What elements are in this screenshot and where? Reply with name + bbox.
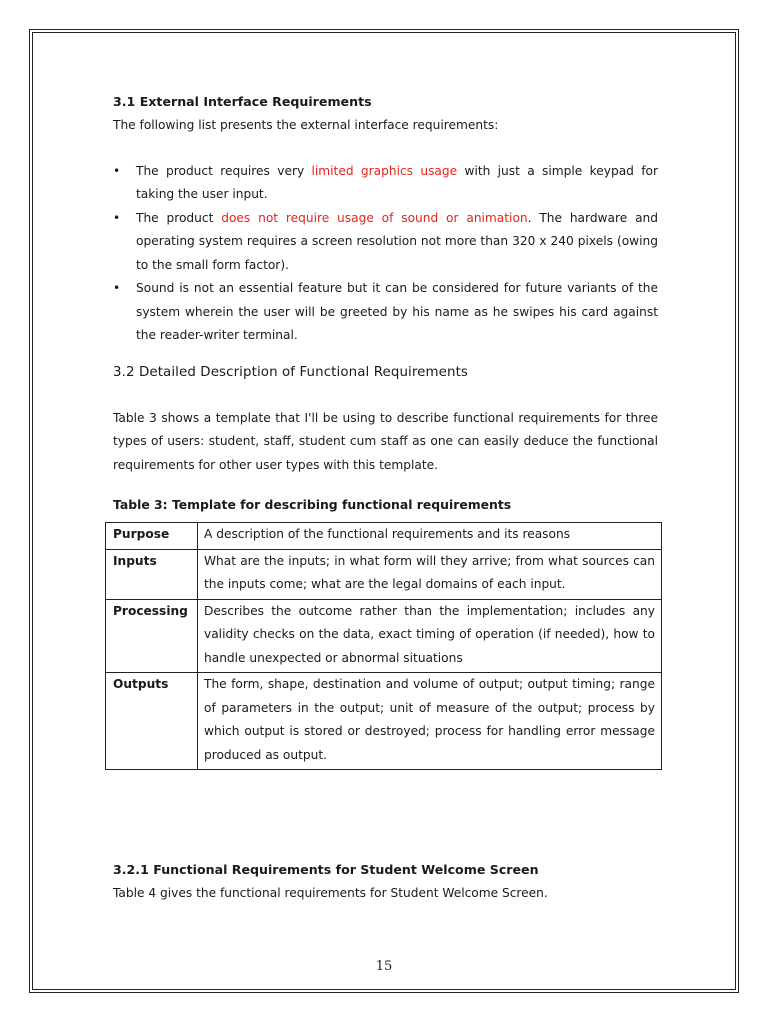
table-row-text: The form, shape, destination and volume of output; output timing; range of parameters in the output; unit of measure of the output; process by which output is stored or destroyed; process for handling error message produced as output. (198, 673, 662, 770)
table-row (106, 549, 662, 599)
bullet-item-sound (113, 207, 658, 278)
table-row-label: Processing (106, 599, 198, 673)
table-row-text: Describes the outcome rather than the implementation; includes any validity checks on the data, exact timing of operation (if needed), how to handle unexpected or abnormal situations (198, 599, 662, 673)
table-row-label: Inputs (106, 549, 198, 599)
bullet-text-after: . The hardware and operating system requires a screen resolution not more than 320 x 240 pixels (owing to the small form factor). (136, 210, 658, 272)
section-heading-3-1: 3.1 External Interface Requirements (113, 94, 372, 109)
requirements-template-table (105, 522, 662, 770)
table-row-text: What are the inputs; in what form will they arrive; from what sources can the inputs come; what are the legal domains of each input. (198, 549, 662, 599)
highlighted-text: does not require usage of sound or animation (221, 210, 528, 225)
table-row-label: Outputs (106, 673, 198, 770)
table-row-label: Purpose (106, 523, 198, 550)
bullet-text-before: The product (136, 210, 222, 225)
bullet-item-graphics (113, 160, 658, 207)
section-intro: The following list presents the external interface requirements: (113, 118, 499, 132)
bullet-text: Sound is not an essential feature but it can be considered for future variants of the system wherein the user will be greeted by his name as he swipes his card against the reader-writer terminal. (136, 281, 658, 342)
bullet-item-future (113, 277, 658, 348)
bullet-icon: • (113, 163, 121, 178)
bullet-text-before: The product requires very (136, 163, 312, 178)
document-body (113, 92, 658, 906)
table-row-text: A description of the functional requirements and its reasons (198, 523, 662, 550)
table-row (106, 673, 662, 770)
section-heading-3-2: 3.2 Detailed Description of Functional Requirements (113, 364, 469, 380)
section-heading-3-2-1: 3.2.1 Functional Requirements for Student Welcome Screen (113, 862, 539, 877)
page-number: 15 (375, 959, 393, 974)
bullet-icon: • (113, 281, 121, 295)
requirements-bullet-list (113, 160, 658, 348)
section-3-2-body: Table 3 shows a template that I'll be using to describe functional requirements for three types of users: student, staff, student cum staff as one can easily deduce the functional requirements for other user types with this template. (113, 410, 658, 472)
section-3-2-1-body: Table 4 gives the functional requirements for Student Welcome Screen. (113, 886, 548, 900)
table-row (106, 523, 662, 550)
highlighted-text: limited graphics usage (311, 163, 458, 178)
table-row (106, 599, 662, 673)
bullet-text-after: with just a simple keypad for taking the user input. (136, 163, 658, 201)
table-caption: Table 3: Template for describing functional requirements (113, 497, 512, 512)
bullet-icon: • (113, 210, 121, 225)
